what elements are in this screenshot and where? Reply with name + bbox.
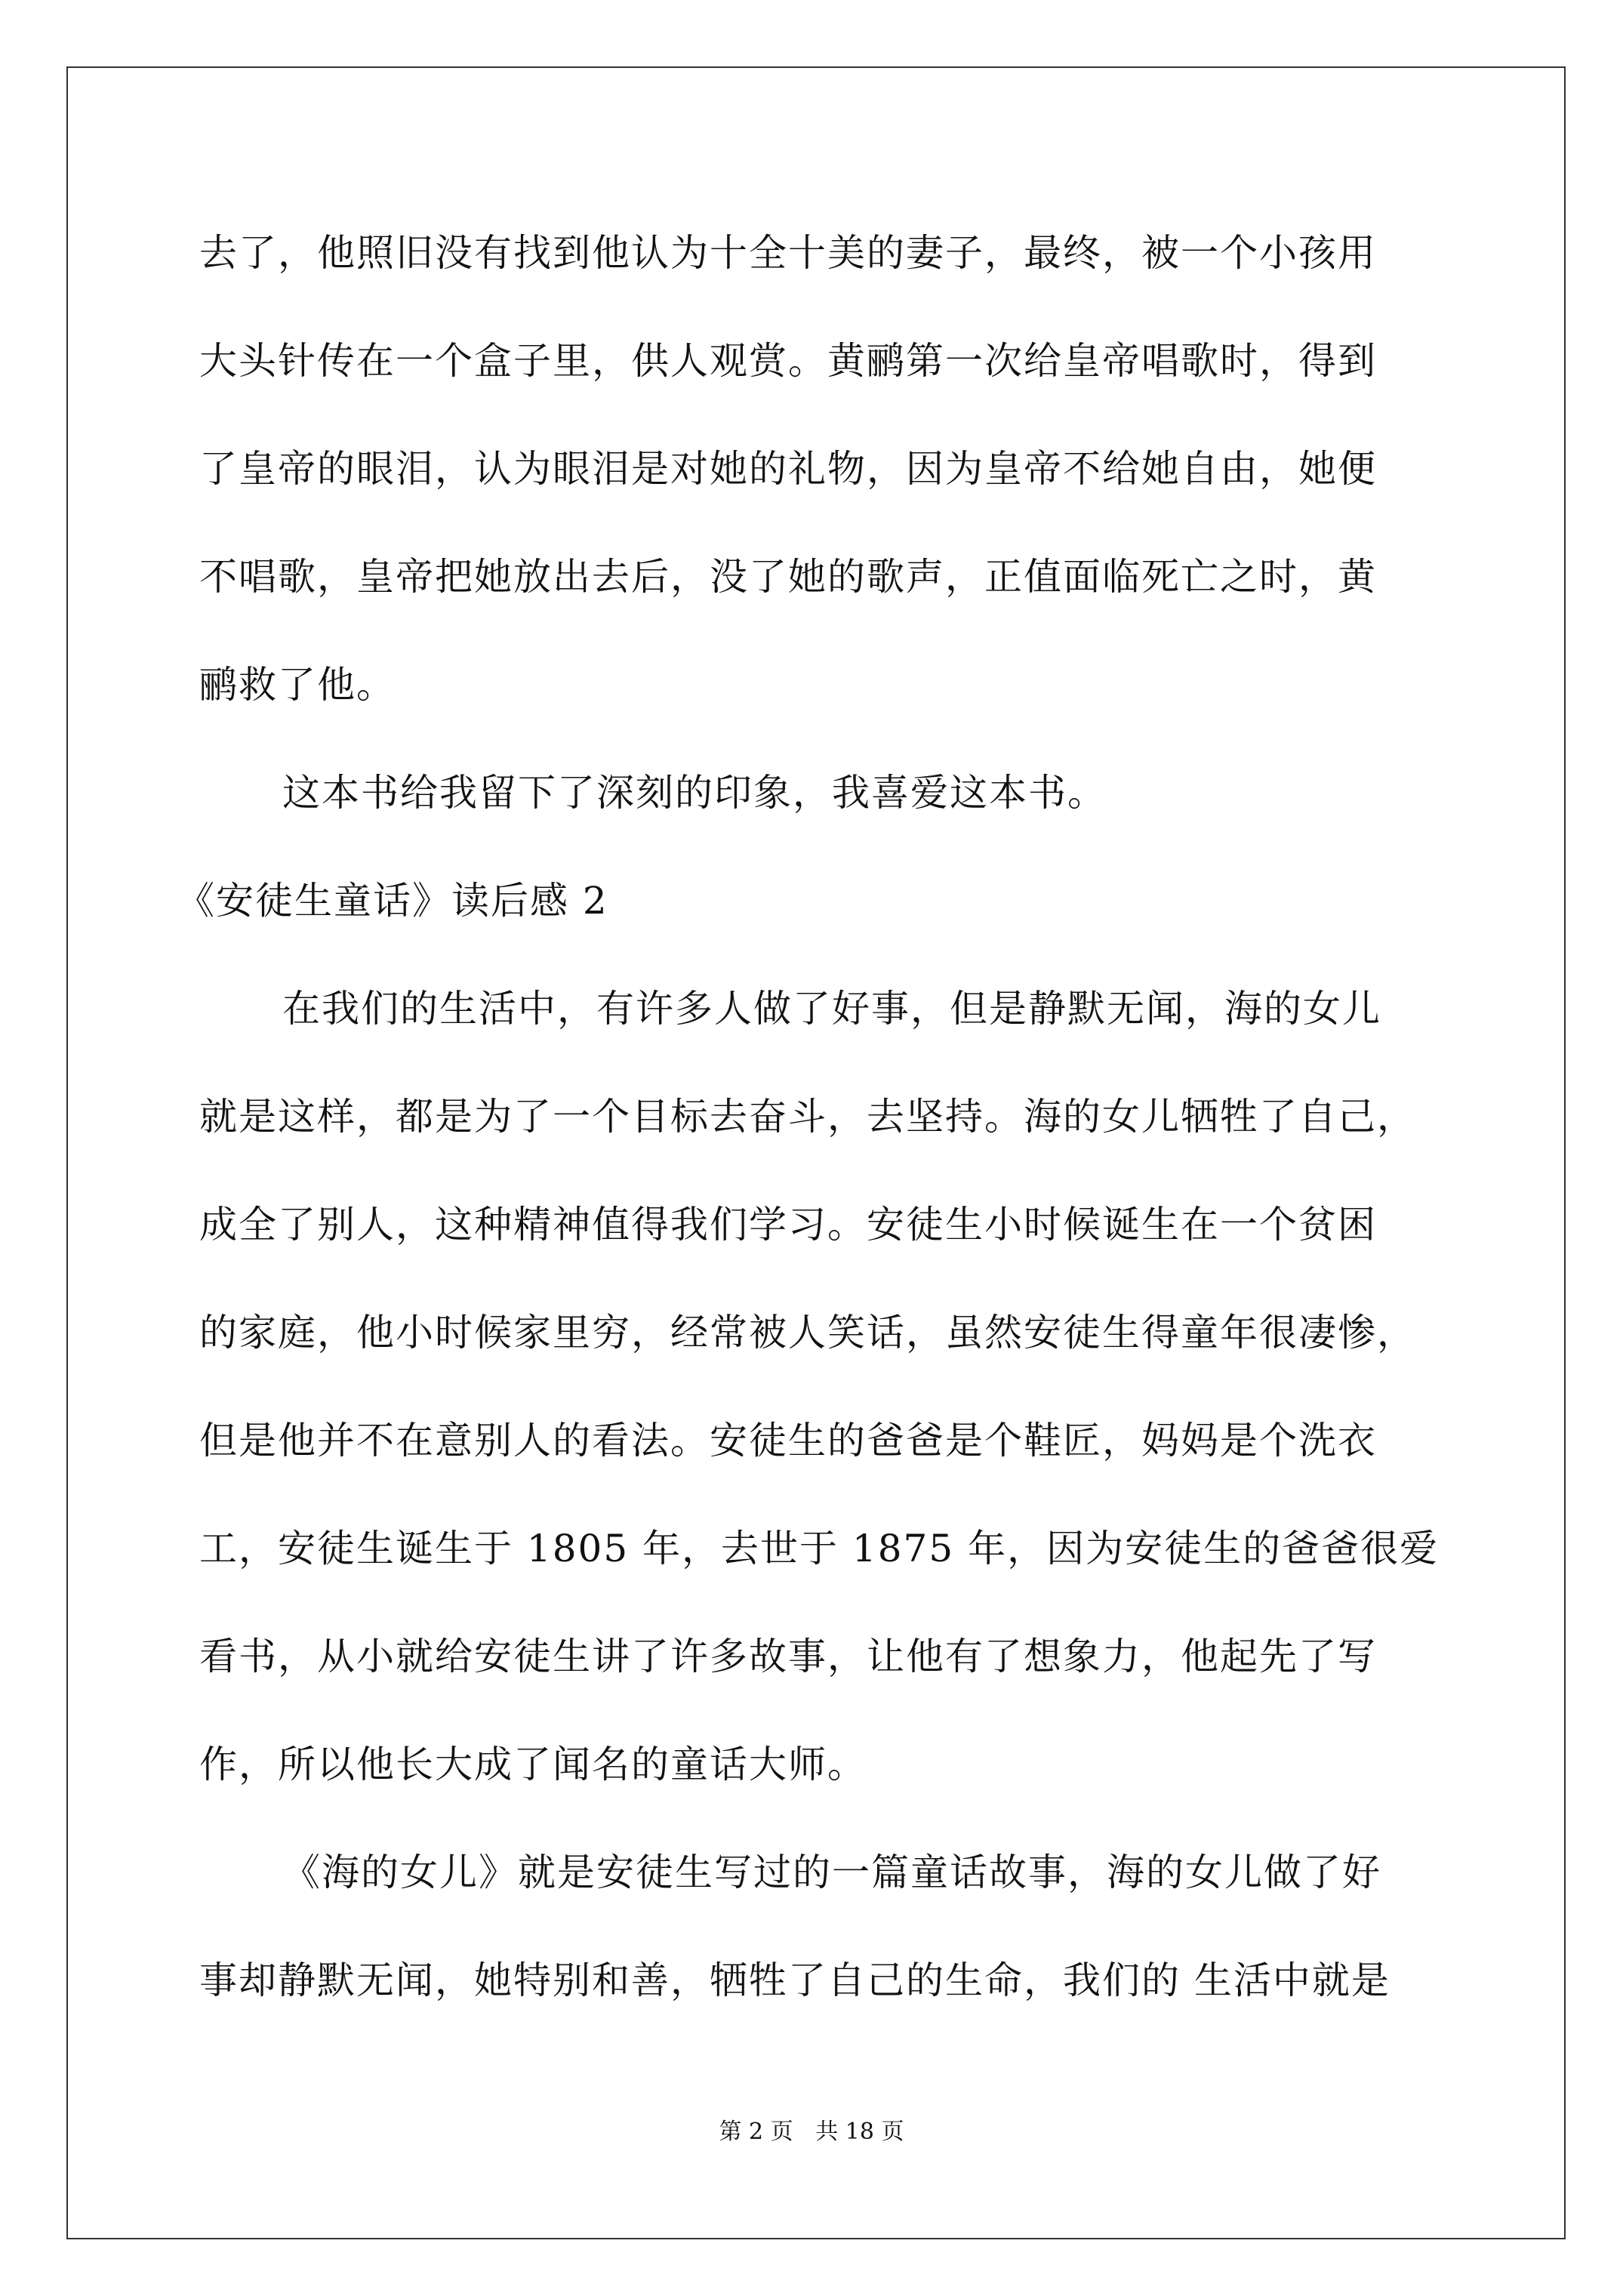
text-line: 鹂救了他。 <box>199 663 396 707</box>
text-line: 《海的女儿》就是安徒生写过的一篇童话故事，海的女儿做了好 <box>282 1851 1381 1894</box>
text-line: 作，所以他长大成了闻名的童话大师。 <box>199 1743 867 1786</box>
text-line: 了皇帝的眼泪，认为眼泪是对她的礼物，因为皇帝不给她自由，她便 <box>199 447 1377 491</box>
text-line: 去了，他照旧没有找到他认为十全十美的妻子，最终，被一个小孩用 <box>199 231 1377 275</box>
page-total: 共 18 页 <box>815 2119 904 2145</box>
text-line: 大头针传在一个盒子里，供人观赏。黄鹂第一次给皇帝唱歌时，得到 <box>199 339 1377 383</box>
text-line: 成全了别人，这种精神值得我们学习。安徒生小时候诞生在一个贫困 <box>199 1203 1377 1247</box>
page-border <box>66 66 1566 2239</box>
text-line: 不唱歌，皇帝把她放出去后，没了她的歌声，正值面临死亡之时，黄 <box>199 555 1377 599</box>
text-line: 这本书给我留下了深刻的印象，我喜爱这本书。 <box>282 771 1107 815</box>
page-footer <box>0 2117 1623 2147</box>
text-line: 但是他并不在意别人的看法。安徒生的爸爸是个鞋匠，妈妈是个洗衣 <box>199 1419 1377 1462</box>
text-line: 就是这样，都是为了一个目标去奋斗，去坚持。海的女儿牺牲了自己， <box>199 1095 1416 1139</box>
text-line: 在我们的生活中，有许多人做了好事，但是静默无闻，海的女儿 <box>282 987 1381 1031</box>
section-heading: 《安徒生童话》读后感 2 <box>177 879 608 923</box>
text-line: 工，安徒生诞生于 1805 年，去世于 1875 年，因为安徒生的爸爸很爱 <box>199 1527 1440 1570</box>
text-line: 事却静默无闻，她特别和善，牺牲了自己的生命，我们的 生活中就是 <box>199 1959 1390 2002</box>
text-line: 的家庭，他小时候家里穷，经常被人笑话，虽然安徒生得童年很凄惨， <box>199 1311 1416 1354</box>
text-line: 看书，从小就给安徒生讲了许多故事，让他有了想象力，他起先了写 <box>199 1635 1377 1678</box>
page-number: 第 2 页 <box>719 2119 793 2145</box>
